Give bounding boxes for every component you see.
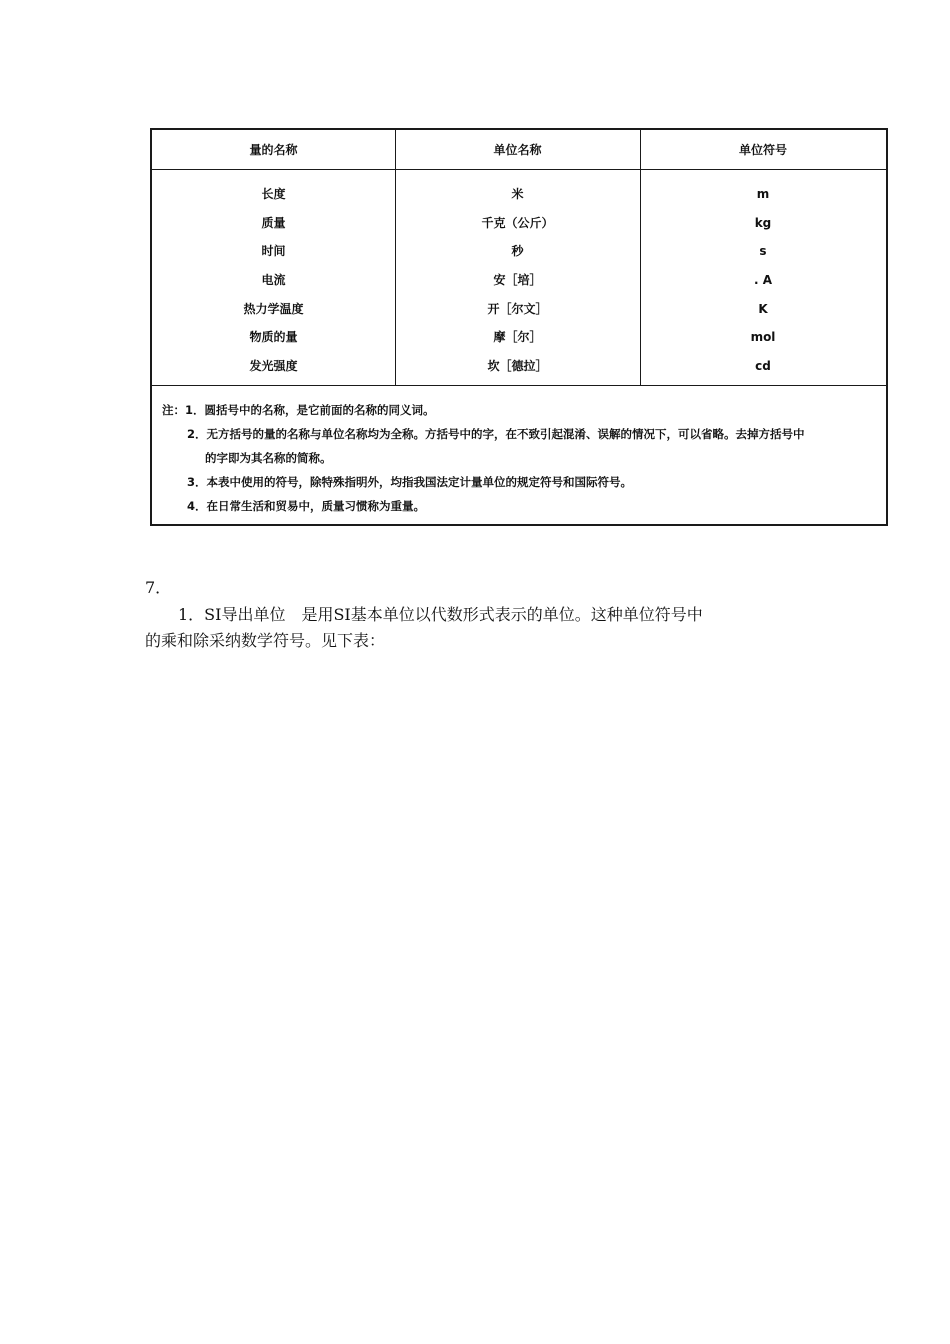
paragraph-line-2: 的乘和除采纳数学符号。见下表： [145,631,386,650]
cell-unit-name: 摩［尔］ [493,330,542,344]
cell-unit-name: 米 [511,187,524,201]
cell-unit-name: 开［尔文］ [487,302,548,316]
header-unit-symbol: 单位符号 [738,143,787,157]
cell-quantity: 长度 [261,187,286,201]
cell-unit-symbol: kg [754,216,772,230]
si-base-units-table [150,128,888,526]
cell-quantity: 时间 [261,244,286,258]
cell-unit-symbol: K [758,302,768,316]
cell-unit-name: 秒 [511,244,524,258]
cell-unit-symbol: . A [753,273,773,287]
cell-quantity: 电流 [261,273,286,287]
note-2: 2．无方括号的量的名称与单位名称均为全称。方括号中的字，在不致引起混淆、误解的情况下，可以省略。去掉方括号中 [187,427,805,441]
cell-quantity: 质量 [261,216,286,230]
cell-unit-symbol: mol [750,330,776,344]
note-2-continued: 的字即为其名称的简称。 [205,451,332,465]
table-header [152,130,886,170]
paragraph-line-1: 1．SI导出单位 是用SI基本单位以代数形式表示的单位。这种单位符号中 [178,605,703,624]
cell-unit-symbol: s [759,244,767,258]
cell-unit-symbol: cd [755,359,771,373]
cell-unit-name: 千克（公斤） [481,216,554,230]
cell-unit-name: 坎［德拉］ [487,359,548,373]
cell-unit-symbol: m [756,187,770,201]
header-unit-name: 单位名称 [493,143,542,157]
cell-unit-name: 安［培］ [493,273,542,287]
note-4: 4．在日常生活和贸易中，质量习惯称为重量。 [187,499,425,513]
cell-quantity: 热力学温度 [243,302,304,316]
cell-quantity: 发光强度 [249,359,298,373]
cell-quantity: 物质的量 [249,330,298,344]
note-1: 注：1．圆括号中的名称，是它前面的名称的同义词。 [162,403,435,417]
section-number: 7． [145,578,172,597]
header-quantity-name: 量的名称 [249,143,298,157]
table-body [152,170,886,386]
note-3: 3．本表中使用的符号，除特殊指明外，均指我国法定计量单位的规定符号和国际符号。 [187,475,632,489]
